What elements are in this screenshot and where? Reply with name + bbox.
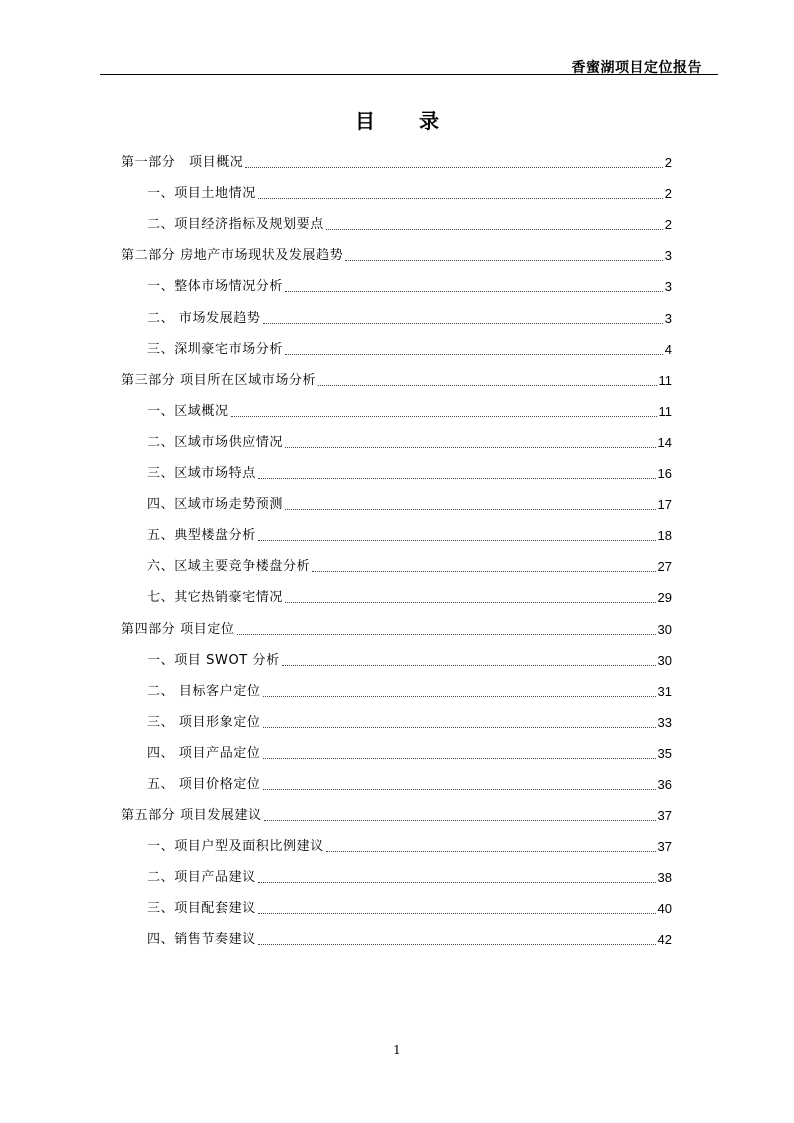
toc-subsection-entry[interactable]	[121, 297, 672, 328]
toc-subsection-entry[interactable]	[121, 577, 672, 608]
toc-entry-page: 17	[657, 497, 672, 513]
toc-subsection-entry[interactable]	[121, 733, 672, 764]
toc-dot-leader	[263, 323, 663, 324]
toc-dot-leader	[285, 509, 656, 510]
toc-section-entry[interactable]	[121, 235, 672, 266]
toc-dot-leader	[231, 416, 657, 417]
toc-entry-label: 二、区域市场供应情况	[147, 434, 284, 450]
toc-entry-page: 3	[664, 248, 672, 264]
toc-dot-leader	[258, 913, 656, 914]
toc-entry-page: 11	[658, 372, 672, 388]
toc-dot-leader	[258, 944, 656, 945]
toc-entry-label: 第二部分 房地产市场现状及发展趋势	[121, 248, 344, 264]
toc-entry-label: 二、项目产品建议	[147, 870, 256, 886]
toc-entry-label: 二、 目标客户定位	[147, 683, 261, 699]
toc-entry-label: 三、深圳豪宅市场分析	[147, 341, 284, 357]
toc-subsection-entry[interactable]	[121, 671, 672, 702]
toc-entry-label: 第一部分 项目概况	[121, 155, 244, 171]
toc-entry-page: 2	[664, 186, 672, 202]
toc-section-entry[interactable]	[121, 608, 672, 639]
toc-dot-leader	[263, 758, 656, 759]
toc-entry-label: 六、区域主要竞争楼盘分析	[147, 559, 311, 575]
toc-subsection-entry[interactable]	[121, 453, 672, 484]
toc-entry-page: 38	[657, 870, 672, 886]
toc-entry-page: 29	[657, 590, 672, 606]
toc-entry-label: 一、项目土地情况	[147, 186, 256, 202]
toc-dot-leader	[258, 198, 663, 199]
toc-subsection-entry[interactable]	[121, 919, 672, 950]
toc-entry-label: 七、其它热销豪宅情况	[147, 590, 284, 606]
page-header	[100, 56, 718, 75]
toc-subsection-entry[interactable]	[121, 204, 672, 235]
toc-subsection-entry[interactable]	[121, 391, 672, 422]
toc-entry-label: 一、项目 SWOT 分析	[147, 652, 280, 668]
toc-entry-page: 35	[657, 745, 672, 761]
toc-dot-leader	[326, 229, 663, 230]
toc-entry-label: 第三部分 项目所在区域市场分析	[121, 372, 317, 388]
toc-subsection-entry[interactable]	[121, 826, 672, 857]
toc-entry-label: 第五部分 项目发展建议	[121, 808, 262, 824]
toc-subsection-entry[interactable]	[121, 888, 672, 919]
toc-entry-page: 37	[657, 808, 672, 824]
toc-entry-page: 36	[657, 776, 672, 792]
toc-entry-page: 2	[664, 155, 672, 171]
toc-dot-leader	[258, 540, 656, 541]
toc-entry-page: 30	[657, 621, 672, 637]
toc-subsection-entry[interactable]	[121, 515, 672, 546]
toc-entry-label: 一、区域概况	[147, 403, 229, 419]
toc-subsection-entry[interactable]	[121, 702, 672, 733]
toc-section-entry[interactable]	[121, 795, 672, 826]
toc-entry-page: 42	[657, 932, 672, 948]
toc-entry-page: 30	[657, 652, 672, 668]
toc-entry-page: 3	[664, 279, 672, 295]
toc-entry-page: 14	[657, 434, 672, 450]
toc-entry-page: 27	[657, 559, 672, 575]
toc-subsection-entry[interactable]	[121, 329, 672, 360]
toc-dot-leader	[285, 447, 656, 448]
toc-subsection-entry[interactable]	[121, 173, 672, 204]
toc-entry-label: 一、项目户型及面积比例建议	[147, 839, 324, 855]
toc-dot-leader	[263, 696, 656, 697]
toc-entry-label: 五、 项目价格定位	[147, 776, 261, 792]
toc-title	[0, 105, 794, 134]
toc-dot-leader	[282, 665, 656, 666]
toc-dot-leader	[263, 789, 656, 790]
toc-entry-label: 三、 项目形象定位	[147, 714, 261, 730]
header-title: 香蜜湖项目定位报告	[571, 60, 702, 76]
toc-entry-label: 三、项目配套建议	[147, 901, 256, 917]
toc-entry-label: 第四部分 项目定位	[121, 621, 235, 637]
toc-entry-label: 三、区域市场特点	[147, 466, 256, 482]
toc-title-char-2: 录	[419, 109, 439, 133]
toc-dot-leader	[345, 260, 662, 261]
toc-subsection-entry[interactable]	[121, 546, 672, 577]
toc-entry-page: 31	[657, 683, 672, 699]
toc-entry-page: 37	[657, 839, 672, 855]
toc-entry-page: 40	[657, 901, 672, 917]
toc-subsection-entry[interactable]	[121, 484, 672, 515]
toc-entry-page: 4	[664, 341, 672, 357]
toc-subsection-entry[interactable]	[121, 764, 672, 795]
toc-dot-leader	[285, 291, 663, 292]
toc-entry-page: 33	[657, 714, 672, 730]
toc-dot-leader	[245, 167, 662, 168]
toc-dot-leader	[326, 851, 656, 852]
toc-section-entry[interactable]	[121, 142, 672, 173]
toc-entry-label: 四、销售节奏建议	[147, 932, 256, 948]
toc-entry-label: 四、区域市场走势预测	[147, 497, 284, 513]
toc-dot-leader	[258, 478, 656, 479]
toc-dot-leader	[285, 354, 663, 355]
toc-entry-page: 2	[664, 217, 672, 233]
toc-subsection-entry[interactable]	[121, 266, 672, 297]
toc-dot-leader	[285, 602, 656, 603]
toc-dot-leader	[237, 634, 656, 635]
toc-entry-label: 五、典型楼盘分析	[147, 528, 256, 544]
toc-dot-leader	[264, 820, 656, 821]
toc-dot-leader	[312, 571, 655, 572]
toc-entry-page: 16	[657, 466, 672, 482]
table-of-contents	[121, 142, 672, 950]
toc-entry-label: 四、 项目产品定位	[147, 745, 261, 761]
toc-subsection-entry[interactable]	[121, 857, 672, 888]
toc-subsection-entry[interactable]	[121, 640, 672, 671]
toc-title-char-1: 目	[355, 109, 375, 133]
toc-entry-label: 一、整体市场情况分析	[147, 279, 284, 295]
toc-entry-page: 3	[664, 310, 672, 326]
toc-entry-page: 11	[658, 403, 672, 419]
toc-subsection-entry[interactable]	[121, 422, 672, 453]
toc-dot-leader	[258, 882, 656, 883]
toc-dot-leader	[318, 385, 656, 386]
toc-entry-page: 18	[657, 528, 672, 544]
toc-dot-leader	[263, 727, 656, 728]
toc-entry-label: 二、 市场发展趋势	[147, 310, 261, 326]
toc-section-entry[interactable]	[121, 360, 672, 391]
toc-entry-label: 二、项目经济指标及规划要点	[147, 217, 324, 233]
page-number: 1	[393, 1043, 401, 1057]
